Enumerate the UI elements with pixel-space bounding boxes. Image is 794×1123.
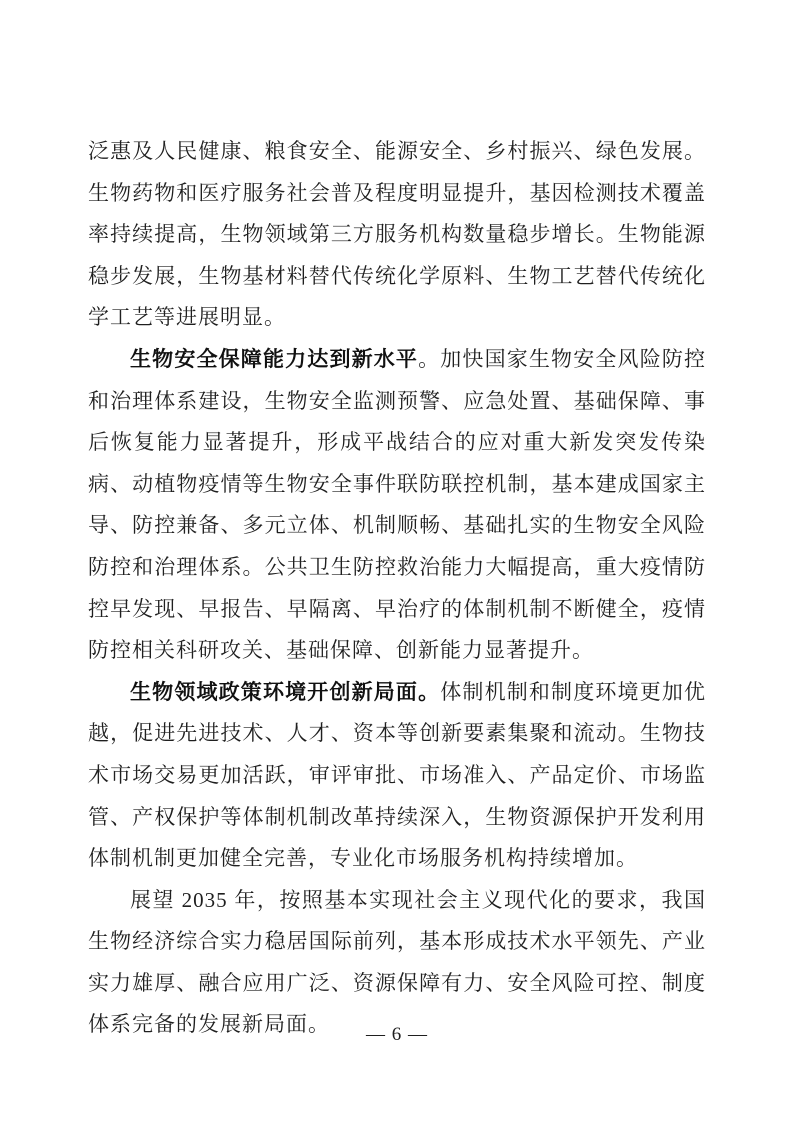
page-number: — 6 —: [366, 1024, 428, 1045]
paragraph-text: 。加快国家生物安全风险防控和治理体系建设，生物安全监测预警、应急处置、基础保障、事后恢复能力显著提升，形成平战结合的应对重大新发突发传染病、动植物疫情等生物安全事件联防联控机制，基本建成国家主导、防控兼备、多元立体、机制顺畅、基础扎实的生物安全风险防控和治理体系。公共卫生防控救治能力大幅提高，重大疫情防控早发现、早报告、早隔离、早治疗的体制机制不断健全，疫情防控相关科研攻关、基础保障、创新能力显著提升。: [88, 346, 707, 663]
text-block: [88, 131, 706, 1046]
paragraph-continuation: [88, 131, 706, 339]
paragraph-lead-bold: 生物安全保障能力达到新水平: [130, 347, 419, 371]
paragraph-biosecurity: [88, 339, 706, 672]
paragraph-lead-bold: 生物领域政策环境开创新局面。: [130, 680, 441, 704]
paragraph-text: 体制机制和制度环境更加优越，促进先进技术、人才、资本等创新要素集聚和流动。生物技术市场交易更加活跃，审评审批、市场准入、产品定价、市场监管、产权保护等体制机制改革持续深入，生物资源保护开发利用体制机制更加健全完善，专业化市场服务机构持续增加。: [88, 679, 707, 871]
paragraph-text: 展望 2035 年，按照基本实现社会主义现代化的要求，我国生物经济综合实力稳居国际前列，基本形成技术水平领先、产业实力雄厚、融合应用广泛、资源保障有力、安全风险可控、制度体系完备的发展新局面。: [88, 887, 706, 1037]
paragraph-text: 泛惠及人民健康、粮食安全、能源安全、乡村振兴、绿色发展。生物药物和医疗服务社会普及程度明显提升，基因检测技术覆盖率持续提高，生物领域第三方服务机构数量稳步增长。生物能源稳步发展，生物基材料替代传统化学原料、生物工艺替代传统化学工艺等进展明显。: [88, 139, 706, 330]
paragraph-policy-environment: [88, 672, 706, 880]
